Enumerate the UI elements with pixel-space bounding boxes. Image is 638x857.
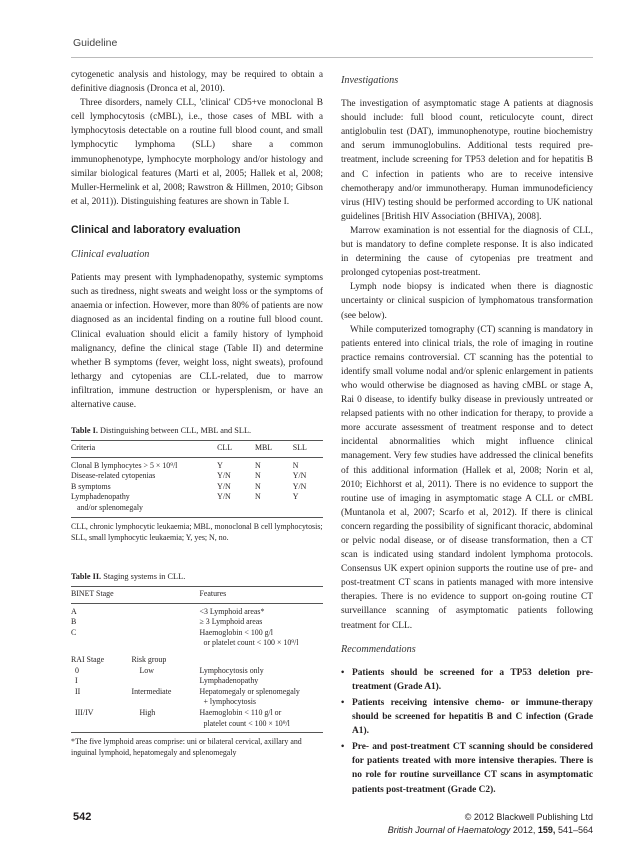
table-row bbox=[71, 603, 323, 617]
table-cell: Low bbox=[139, 665, 154, 675]
table2 bbox=[71, 586, 323, 729]
table-cell: C bbox=[71, 627, 77, 637]
table-cell: and/or splenomegaly bbox=[77, 503, 143, 513]
recommendations-list bbox=[341, 666, 593, 797]
table-cell: ≥ 3 Lymphoid areas bbox=[199, 617, 263, 627]
journal-name: British Journal of Haematology bbox=[387, 825, 511, 835]
table-row bbox=[71, 719, 323, 730]
table-cell: Lymphadenopathy bbox=[71, 492, 130, 502]
table-header-cell bbox=[131, 587, 199, 604]
running-head: Guideline bbox=[73, 37, 118, 49]
table-cell: A bbox=[71, 606, 77, 616]
table-cell: I bbox=[75, 676, 78, 686]
table-cell bbox=[131, 676, 199, 687]
table-row bbox=[71, 617, 323, 628]
table-row bbox=[71, 676, 323, 687]
table-row bbox=[71, 666, 323, 677]
table2-caption-text: Staging systems in CLL. bbox=[103, 572, 186, 582]
table-cell bbox=[71, 638, 131, 649]
table-row bbox=[71, 457, 323, 471]
table-cell: N bbox=[254, 471, 261, 481]
table-cell bbox=[255, 503, 293, 514]
recommendation-item: • Patients receiving intensive chemo- or immune-therapy should be screened for hepatitis B and C infection (Grade A1). bbox=[341, 696, 593, 738]
copyright-line: © 2012 Blackwell Publishing Ltd bbox=[464, 812, 593, 822]
table-cell bbox=[131, 638, 199, 649]
table1-caption bbox=[71, 425, 323, 436]
table2-caption-label: Table II. bbox=[71, 572, 102, 582]
table2-footnote: *The five lymphoid areas comprise: uni or bilateral cervical, axillary and inguinal lymphoid, hepatomegaly and splenomegaly bbox=[71, 732, 323, 758]
table-row bbox=[71, 638, 323, 649]
table-header-row bbox=[71, 587, 323, 604]
header-rule bbox=[71, 57, 593, 58]
table-header-row bbox=[71, 441, 323, 458]
table-cell: Haemoglobin < 110 g/l or bbox=[199, 707, 282, 717]
table-cell: N bbox=[254, 481, 261, 491]
recommendation-item: • Patients should be screened for a TP53 deletion pre-treatment (Grade A1). bbox=[341, 666, 593, 694]
table-cell bbox=[131, 617, 199, 628]
table-cell: Y/N bbox=[217, 481, 231, 491]
journal-year: 2012, bbox=[512, 825, 536, 835]
table-cell: N bbox=[292, 460, 299, 470]
table-header-cell: Criteria bbox=[71, 441, 217, 458]
table-cell: N bbox=[254, 492, 261, 502]
table-cell: 0 bbox=[75, 665, 79, 675]
table-cell: Y/N bbox=[292, 471, 307, 481]
table-cell: + lymphocytosis bbox=[203, 697, 256, 707]
table-row bbox=[71, 697, 323, 708]
table-header-cell: CLL bbox=[217, 441, 255, 458]
table-cell: Lymphadenopathy bbox=[199, 676, 259, 686]
footer-citation bbox=[388, 811, 593, 837]
recommendations-heading: Recommendations bbox=[341, 643, 416, 655]
table-cell: Clonal B lymphocytes > 5 × 10⁹/l bbox=[71, 460, 178, 470]
left-column bbox=[71, 68, 323, 759]
table-cell: Y/N bbox=[217, 492, 231, 502]
section-heading: Clinical and laboratory evaluation bbox=[71, 223, 241, 236]
table-cell bbox=[131, 603, 199, 617]
table-cell bbox=[71, 719, 131, 730]
intro-paragraph-1: cytogenetic analysis and histology, may be required to obtain a definitive diagnosis (Dronca et al, 2010). bbox=[71, 70, 323, 95]
table-header-cell: SLL bbox=[293, 441, 323, 458]
table-header-cell: MBL bbox=[255, 441, 293, 458]
page-number: 542 bbox=[73, 811, 92, 823]
table-cell: Risk group bbox=[131, 655, 167, 664]
table-cell: Haemoglobin < 100 g/l bbox=[199, 627, 273, 637]
table1-caption-label: Table I. bbox=[71, 426, 98, 436]
table-row bbox=[71, 687, 323, 698]
investigations-paragraph-2: Marrow examination is not essential for the diagnosis of CLL, but is mandatory to define complete response. It is also indicated in determining the cause of cytopenias pre treatment and prolonged cytopenias post-treatment. bbox=[341, 225, 593, 279]
table-cell bbox=[131, 628, 199, 639]
investigations-paragraph-1: The investigation of asymptomatic stage A patients at diagnosis should include: full blood count, reticulocyte count, direct antiglobulin test (DAT), immunophenotype, routine biochemistry and serum immunoglobulins. Additional tests required pre-treatment, include screening for TP53 deletion and for hepatitis B and C infection in patients who are to receive intensive chemotherapy and/or immunotherapy. Human immunodeficiency virus (HIV) testing should be performed according to UK national guidelines [British HIV Association (BHIVA), 2008]. bbox=[341, 99, 593, 222]
table-cell: <3 Lymphoid areas* bbox=[199, 606, 265, 616]
journal-line bbox=[388, 824, 593, 837]
table-cell bbox=[131, 719, 199, 730]
table-cell: Lymphocytosis only bbox=[199, 665, 264, 675]
right-column bbox=[341, 74, 593, 799]
table-cell bbox=[131, 697, 199, 708]
table-cell: III/IV bbox=[75, 707, 94, 717]
table-cell: High bbox=[139, 707, 156, 717]
table-cell bbox=[293, 503, 323, 514]
table-cell: Intermediate bbox=[131, 686, 172, 696]
investigations-heading: Investigations bbox=[341, 75, 399, 86]
investigations-paragraph-3: Lymph node biopsy is indicated when there is diagnostic uncertainty or clinical suspicion of lymphomatous transformation (see below). bbox=[341, 282, 593, 321]
table-cell bbox=[217, 503, 255, 514]
table1-caption-text: Distinguishing between CLL, MBL and SLL. bbox=[99, 426, 252, 436]
table-cell: Y bbox=[292, 492, 299, 502]
table-cell: platelet count < 100 × 10⁹/l bbox=[203, 718, 290, 728]
journal-volume: 159, bbox=[537, 825, 556, 835]
table-row bbox=[71, 503, 323, 514]
table-cell: Y/N bbox=[292, 481, 307, 491]
table-cell: RAI Stage bbox=[71, 655, 105, 664]
journal-pages: 541–564 bbox=[557, 825, 593, 835]
recommendation-item: • Pre- and post-treatment CT scanning should be considered for patients treated with more intensive therapies. There is no role for routine surveillance CT scans in asymptomatic patients post-treatment (Grade C2). bbox=[341, 740, 593, 796]
table-cell: Y bbox=[217, 460, 223, 470]
table-cell: Hepatomegaly or splenomegaly bbox=[199, 686, 300, 696]
table-cell: II bbox=[75, 686, 81, 696]
table-header-cell: BINET Stage bbox=[71, 587, 131, 604]
table-cell bbox=[71, 697, 131, 708]
table-cell: or platelet count < 100 × 10⁹/l bbox=[203, 638, 299, 648]
intro-paragraph-2: Three disorders, namely CLL, 'clinical' CD5+ve monoclonal B cell lymphocytosis (cMBL), i.e., those cases of MBL with a lymphocytosis detectable on a routine full blood count, and small lymphocytic lymphoma (SLL) share a common immunophenotype, lymphocyte morphology and/or histology and similar biological features (Marti et al, 2005; Hallek et al, 2008; Muller-Hermelink et al, 2008; Rawstron & Hillmen, 2010; Gibson et al, 2011)). Distinguishing features are shown in Table I. bbox=[71, 98, 323, 207]
table-cell: B symptoms bbox=[71, 481, 111, 491]
table-cell: Disease-related cytopenias bbox=[71, 471, 156, 481]
table-row bbox=[71, 492, 323, 503]
table2-caption bbox=[71, 571, 323, 582]
table-row bbox=[71, 649, 323, 666]
table-cell: Y/N bbox=[217, 471, 231, 481]
table1-footnote: CLL, chronic lymphocytic leukaemia; MBL, monoclonal B cell lymphocytosis; SLL, small lymphocytic leukaemia; Y, yes; N, no. bbox=[71, 517, 323, 543]
table-row bbox=[71, 708, 323, 719]
clinical-paragraph: Patients may present with lymphadenopathy, systemic symptoms such as tiredness, night sweats and weight loss or the symptoms of anaemia or infection. However, more than 80% of patients are now diagnosed as an incidental finding on a routine full blood count. Clinical evaluation should elicit a family history of lymphoid malignancy, define the clinical stage (Table II) and determine whether B symptoms (fever, weight loss, night sweats), profound lethargy and cytopenias are CLL-related, due to marrow infiltration, immune destruction or hypersplenism, or have an alternative cause. bbox=[71, 273, 323, 410]
table-header-cell: Features bbox=[200, 587, 324, 604]
subsection-heading: Clinical evaluation bbox=[71, 249, 150, 261]
table-cell: N bbox=[254, 460, 261, 470]
table-cell bbox=[200, 649, 324, 666]
table1 bbox=[71, 440, 323, 514]
investigations-paragraph-4: While computerized tomography (CT) scanning is mandatory in patients entered into clinical trials, the role of imaging in routine practice remains controversial. CT scanning has the potential to identify small volume nodal and/or splenic enlargement in patients who would otherwise be diagnosed as having cMBL or stage A, Rai 0 disease, to identify bulky disease in previously untreated or relapsed patients with no other indication for therapy, to provide a more accurate assessment of treatment response and to detect incidental abnormalities which might influence clinical management. Very few studies have addressed the clinical benefits of this additional information (Hallek et al, 2008; Norin et al, 2010; Eichhorst et al, 2011). There is no evidence to support the routine use of imaging in asymptomatic stage A CLL or cMBL (Muntanola et al, 2007; Scarfo et al, 2012). If there is clinical concern regarding the possibility of significant thoracic, abdominal or pelvic nodal disease, or of disease transformation, then a CT scan is indicated using standard indolent lymphoma protocols. Consensus UK expert opinion supports the routine use of pre- and post-treatment CT scans in patients managed with more intensive therapies. There is no evidence to support on-going routine CT surveillance scanning of asymptomatic patients following treatment for CLL. bbox=[341, 324, 594, 631]
table-row bbox=[71, 628, 323, 639]
table-row bbox=[71, 471, 323, 482]
table-row bbox=[71, 482, 323, 493]
table-cell: B bbox=[71, 617, 77, 627]
